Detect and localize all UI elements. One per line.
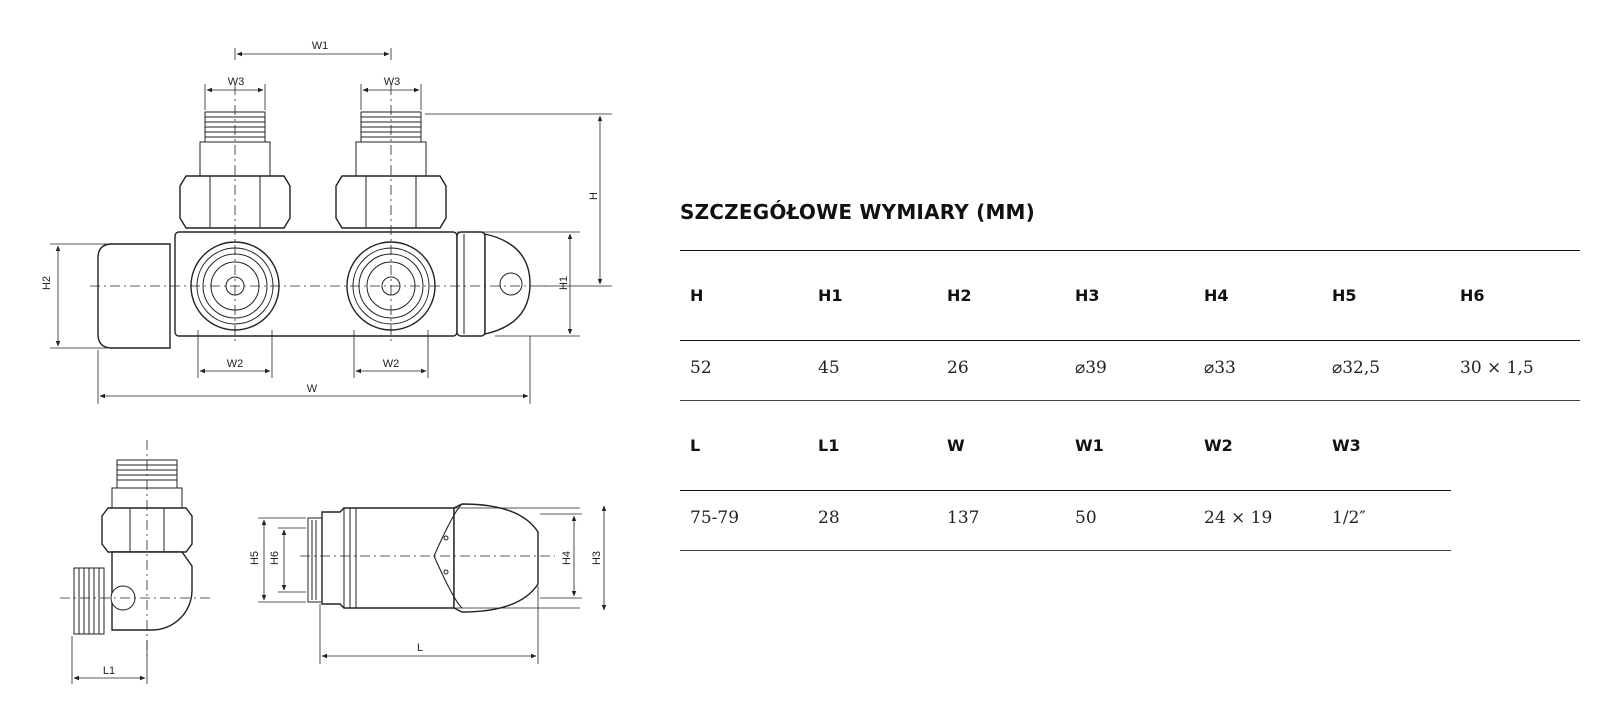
label-h1: H1	[558, 275, 570, 291]
head-view	[258, 504, 604, 664]
label-w3-left: W3	[227, 76, 245, 88]
value-l1: 28	[818, 508, 840, 528]
value-h4: ⌀33	[1204, 358, 1236, 378]
header-l: L	[690, 436, 701, 455]
table-title: SZCZEGÓŁOWE WYMIARY (MM)	[680, 200, 1035, 224]
table-top-rule	[680, 250, 1580, 251]
header-h2: H2	[947, 286, 972, 305]
label-w3-right: W3	[383, 76, 401, 88]
label-h: H	[588, 192, 600, 200]
row2-header-rule	[680, 490, 1451, 491]
header-w2: W2	[1204, 436, 1233, 455]
header-h1: H1	[818, 286, 843, 305]
label-w1: W1	[311, 40, 329, 52]
label-h2: H2	[41, 275, 53, 291]
value-h2: 26	[947, 358, 969, 378]
value-w: 137	[947, 508, 980, 528]
header-l1: L1	[818, 436, 840, 455]
label-h6: H6	[269, 550, 281, 566]
header-w3: W3	[1332, 436, 1361, 455]
value-w3: 1/2″	[1332, 508, 1366, 528]
front-view	[50, 48, 612, 404]
label-w2-left: W2	[226, 358, 244, 370]
header-h: H	[690, 286, 704, 305]
header-h6: H6	[1460, 286, 1485, 305]
row1-bottom-rule	[680, 400, 1580, 401]
value-h1: 45	[818, 358, 840, 378]
label-l: L	[416, 642, 424, 654]
value-h: 52	[690, 358, 712, 378]
label-h5: H5	[249, 550, 261, 566]
value-w1: 50	[1075, 508, 1097, 528]
row2-bottom-rule	[680, 550, 1451, 551]
side-view	[60, 440, 210, 684]
value-h6: 30 × 1,5	[1460, 358, 1534, 378]
technical-drawing	[0, 0, 650, 702]
value-w2: 24 × 19	[1204, 508, 1273, 528]
value-l: 75-79	[690, 508, 740, 528]
label-h4: H4	[561, 550, 573, 566]
value-h5: ⌀32,5	[1332, 358, 1381, 378]
row1-header-rule	[680, 340, 1580, 341]
label-w2-right: W2	[382, 358, 400, 370]
header-w1: W1	[1075, 436, 1104, 455]
header-h5: H5	[1332, 286, 1357, 305]
header-h4: H4	[1204, 286, 1229, 305]
header-h3: H3	[1075, 286, 1100, 305]
label-l1: L1	[102, 665, 116, 677]
label-w: W	[306, 383, 318, 395]
label-h3: H3	[591, 550, 603, 566]
value-h3: ⌀39	[1075, 358, 1107, 378]
header-w: W	[947, 436, 965, 455]
